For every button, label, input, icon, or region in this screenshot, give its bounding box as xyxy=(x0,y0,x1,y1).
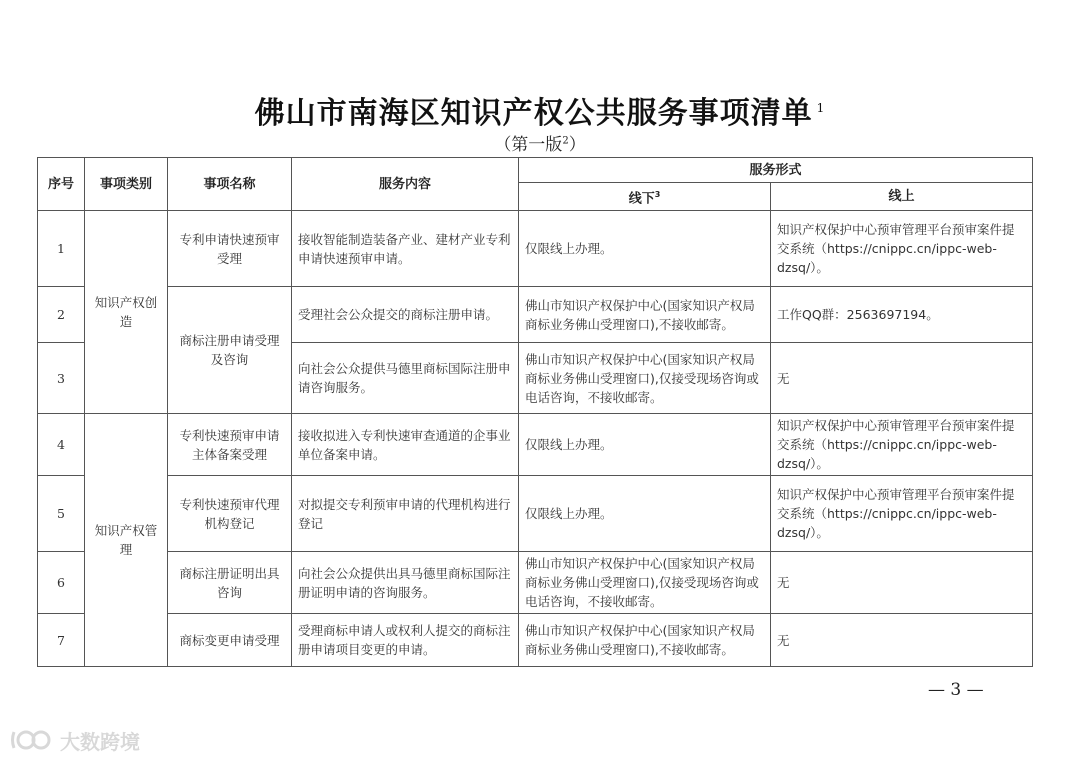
header-row-1 xyxy=(38,158,1033,183)
watermark xyxy=(10,724,140,756)
table-row xyxy=(38,287,1033,343)
online-cell: 知识产权保护中心预审管理平台预审案件提交系统（https://cnippc.cn/ippc-web-dzsq/）。 xyxy=(771,476,1033,552)
online-cell: 工作QQ群：2563697194。 xyxy=(771,287,1033,343)
header-offline-footnote-mark: 3 xyxy=(654,190,661,199)
online-cell: 知识产权保护中心预审管理平台预审案件提交系统（https://cnippc.cn/ippc-web-dzsq/）。 xyxy=(771,414,1033,476)
item-name-cell: 专利快速预审代理机构登记 xyxy=(168,476,292,552)
online-cell: 无 xyxy=(771,552,1033,614)
content-cell: 受理社会公众提交的商标注册申请。 xyxy=(292,287,519,343)
title-text: 佛山市南海区知识产权公共服务事项清单 xyxy=(254,96,813,131)
header-index: 序号 xyxy=(38,158,85,211)
offline-cell: 佛山市知识产权保护中心(国家知识产权局商标业务佛山受理窗口),不接收邮寄。 xyxy=(519,614,771,667)
offline-cell: 佛山市知识产权保护中心(国家知识产权局商标业务佛山受理窗口),仅接受现场咨询或电话咨询，不接收邮寄。 xyxy=(519,343,771,414)
online-cell: 无 xyxy=(771,614,1033,667)
online-cell: 无 xyxy=(771,343,1033,414)
page-number: — 3 — xyxy=(928,680,984,700)
table-row xyxy=(38,211,1033,287)
table-row xyxy=(38,614,1033,667)
row-index: 3 xyxy=(38,343,85,414)
header-form: 服务形式 xyxy=(519,158,1033,183)
item-name-cell: 专利快速预审申请主体备案受理 xyxy=(168,414,292,476)
document-title xyxy=(0,88,1080,132)
row-index: 1 xyxy=(38,211,85,287)
service-table xyxy=(37,157,1033,667)
category-cell: 知识产权创造 xyxy=(85,211,168,414)
subtitle-open: （第一版 xyxy=(494,135,563,155)
table-row xyxy=(38,476,1033,552)
offline-cell: 佛山市知识产权保护中心(国家知识产权局商标业务佛山受理窗口),不接收邮寄。 xyxy=(519,287,771,343)
content-cell: 接收智能制造装备产业、建材产业专利申请快速预审申请。 xyxy=(292,211,519,287)
item-name-cell: 专利申请快速预审受理 xyxy=(168,211,292,287)
offline-cell: 仅限线上办理。 xyxy=(519,211,771,287)
header-offline-label: 线下 xyxy=(628,191,655,207)
content-cell: 向社会公众提供出具马德里商标国际注册证明申请的咨询服务。 xyxy=(292,552,519,614)
category-cell: 知识产权管理 xyxy=(85,414,168,667)
header-online: 线上 xyxy=(771,183,1033,211)
content-cell: 对拟提交专利预审申请的代理机构进行登记 xyxy=(292,476,519,552)
item-name-cell: 商标注册证明出具咨询 xyxy=(168,552,292,614)
watermark-logo-icon xyxy=(10,726,54,754)
watermark-text: 大数跨境 xyxy=(60,729,140,754)
header-content: 服务内容 xyxy=(292,158,519,211)
row-index: 5 xyxy=(38,476,85,552)
header-offline xyxy=(519,183,771,211)
row-index: 4 xyxy=(38,414,85,476)
online-cell: 知识产权保护中心预审管理平台预审案件提交系统（https://cnippc.cn/ippc-web-dzsq/）。 xyxy=(771,211,1033,287)
content-cell: 向社会公众提供马德里商标国际注册申请咨询服务。 xyxy=(292,343,519,414)
content-cell: 受理商标申请人或权利人提交的商标注册申请项目变更的申请。 xyxy=(292,614,519,667)
item-name-cell: 商标变更申请受理 xyxy=(168,614,292,667)
item-name-cell: 商标注册申请受理及咨询 xyxy=(168,287,292,414)
table-row xyxy=(38,552,1033,614)
subtitle-close: ） xyxy=(568,135,586,155)
offline-cell: 仅限线上办理。 xyxy=(519,414,771,476)
content-cell: 接收拟进入专利快速审查通道的企事业单位备案申请。 xyxy=(292,414,519,476)
subtitle-footnote-mark: 2 xyxy=(562,135,569,147)
header-category: 事项类别 xyxy=(85,158,168,211)
offline-cell: 仅限线上办理。 xyxy=(519,476,771,552)
table-row xyxy=(38,414,1033,476)
document-subtitle xyxy=(0,130,1080,155)
title-footnote-mark: 1 xyxy=(816,101,826,115)
offline-cell: 佛山市知识产权保护中心(国家知识产权局商标业务佛山受理窗口),仅接受现场咨询或电话咨询，不接收邮寄。 xyxy=(519,552,771,614)
header-item-name: 事项名称 xyxy=(168,158,292,211)
row-index: 2 xyxy=(38,287,85,343)
row-index: 6 xyxy=(38,552,85,614)
row-index: 7 xyxy=(38,614,85,667)
